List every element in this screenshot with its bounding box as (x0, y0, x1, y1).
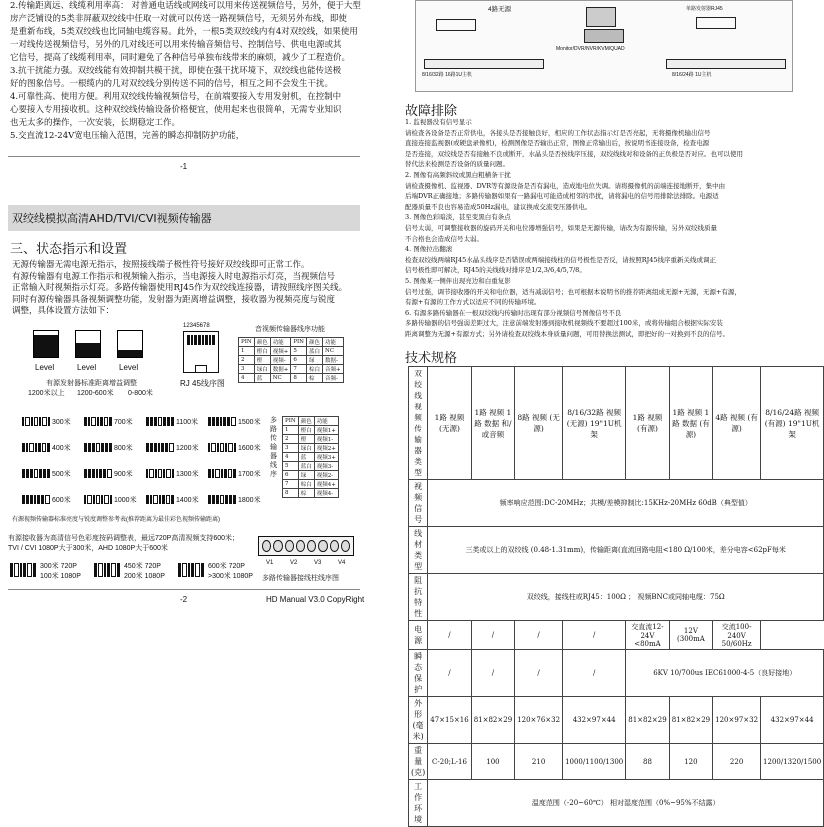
diagram-label: 4路无源 (488, 6, 512, 13)
divider (8, 156, 360, 157)
trouble-line: 直接连接监视器(或硬盘录像机)，检测图像是否输出正常，图像正常输出后，按说明书连接设备，检查电源 (405, 139, 710, 148)
terminal-caption: 多路传输器接线柱线序图 (262, 575, 339, 582)
level-gauge-mid (75, 330, 101, 358)
table-cell: 5 (291, 347, 307, 356)
pattern-label: 300米 (52, 419, 71, 426)
text-line: 正常输入时视频指示灯亮。多路传输器使用RJ45作为双绞线连接器，请按照线序图关线。 (12, 283, 348, 293)
text-line: 一对线传送视频信号，另外的几对线还可以用来传输音频信号、控制信号、供电电源或其 (10, 40, 342, 50)
diagram-label: 8/16/32路 16路1U主机 (422, 72, 473, 78)
section-header-bar (8, 205, 360, 231)
spec-cell: 220 (713, 744, 761, 780)
table-cell: NC (270, 374, 291, 383)
spec-cell: 88 (626, 744, 669, 780)
spec-row-label: 工作环境 (409, 780, 428, 827)
level-range-2: 1200-600米 (77, 390, 114, 397)
level-range-1: 1200米以上 (28, 390, 65, 397)
table-cell: 7 (283, 480, 299, 489)
trouble-line: 是否连接，双绞线是否有接触不良或断开，水晶头是否按线序压接，双绞线线对和设备的正负极是否对应。也可以使用 (405, 149, 743, 158)
level-caption: 有源发射器标准距离增益调整 (46, 380, 137, 387)
pattern-label: 1200米 (176, 445, 199, 452)
table-header-cell: PIN (239, 338, 255, 347)
table-cell: 蓝白 (307, 347, 323, 356)
spec-cell: / (471, 650, 514, 697)
divider (8, 589, 360, 590)
table-row (283, 489, 339, 498)
pattern-label: 400米 (52, 445, 71, 452)
table-cell: 8 (291, 374, 307, 383)
table-cell: 视频1+ (314, 426, 338, 435)
spec-cell: C-20;L-16 (428, 744, 471, 780)
connection-diagram (415, 0, 793, 92)
diagram-label: 单路发射器RJ45 (686, 6, 723, 12)
resolution-label: 600米 720P (208, 563, 245, 570)
page-number-2: -2 (180, 595, 188, 604)
spec-cell: 100 (471, 744, 514, 780)
spec-header-cell: 4路 视频 (有源) (713, 367, 761, 480)
pattern-swatch (146, 417, 174, 426)
spec-table (408, 366, 824, 827)
terminal-label-v4: V4 (338, 560, 346, 566)
note-line-2: TVI / CVI 1080P大于300米，AHD 1080P大于600米 (8, 545, 168, 552)
spec-cell: / (428, 621, 471, 650)
spec-cell: 双绞线，接线柱或RJ45：100Ω ； 视频BNC或同轴电缆：75Ω (428, 574, 824, 621)
table-cell: 视频4- (314, 489, 338, 498)
spec-cell: / (563, 650, 626, 697)
pattern-label: 1500米 (238, 419, 261, 426)
table-cell: 1 (283, 426, 299, 435)
spec-cell: 81×82×29 (471, 697, 514, 744)
multi-pin-table (282, 416, 339, 498)
text-line: 它信号，提高了线缆利用率，同时避免了各种信号单独布线带来的麻烦，减少了工程造价。 (10, 53, 351, 63)
table-row (239, 356, 344, 365)
table-cell: 视频1- (314, 435, 338, 444)
pattern-swatch (208, 417, 236, 426)
pattern-swatch (84, 469, 112, 478)
trouble-line: 不合格也会造成信号太弱。 (405, 234, 483, 243)
table-header-cell: 颜色 (298, 417, 314, 426)
spec-cell: / (515, 621, 563, 650)
table-header-cell: PIN (291, 338, 307, 347)
page-number-1: -1 (180, 162, 188, 171)
text-line: 也无太多的操作，一次安装，长期稳定工作。 (10, 118, 181, 128)
pattern-label: 600米 (52, 497, 71, 504)
pattern-label: 900米 (114, 471, 133, 478)
spec-header-cell: 1路 视频 1路 数据 (有源) (669, 367, 712, 480)
table-cell: 5 (283, 462, 299, 471)
trouble-line: 距离调整为无源+有源方式；另外请检查双绞线本身质量问题，可用替换法测试，即把好的一对换到不良的信号。 (405, 330, 729, 338)
text-line: 5.交直流12-24V宽电压输入范围，完善的瞬态抑制防护功能， (10, 131, 245, 141)
table-cell: 数据+ (270, 365, 291, 374)
spec-header-cell: 8/16/32路 视频(无源) 19"1U机架 (563, 367, 626, 480)
spec-cell: / (563, 621, 626, 650)
resolution-swatch (10, 563, 36, 577)
table-cell: 4 (239, 374, 255, 383)
level-gauge-high (33, 330, 59, 358)
pattern-label: 1700米 (238, 471, 261, 478)
rj45-connector-icon (183, 331, 219, 373)
table-cell: 6 (283, 471, 299, 480)
trouble-line: 检查双绞线两端RJ45水晶头线序是否错误或两端接线柱的信号极性是否反，请按照RJ45线序重新关线或调正 (405, 255, 717, 264)
spec-row (409, 480, 824, 527)
spec-row (409, 780, 824, 827)
pattern-swatch (208, 469, 236, 478)
pattern-swatch (22, 469, 50, 478)
table-row (283, 426, 339, 435)
pattern-swatch (22, 417, 50, 426)
rack-unit-icon (424, 59, 544, 69)
text-line: 4.可靠性高、使用方便。利用双绞线传输视频信号，在前端要接入专用发射机，在控制中 (10, 92, 342, 102)
table-row (283, 453, 339, 462)
table-cell: 蓝 (298, 453, 314, 462)
text-line: 有源传输器有电源工作指示和视频输入指示，当电源接入时电源指示灯亮，当视频信号 (12, 271, 336, 282)
table-row (283, 462, 339, 471)
table-row (283, 444, 339, 453)
spec-cell: 81×82×29 (626, 697, 669, 744)
text-line: 无源传输器无需电源无指示，按照接线端子极性符号接好双绞线即可正常工作。 (12, 260, 310, 270)
table-header-cell: PIN (283, 417, 299, 426)
text-line: 是重新布线，5类双绞线也比同轴电缆容易。此外，一根5类双绞线内有4对双绞线，如果使用 (10, 27, 358, 37)
table-cell: 数据- (323, 356, 344, 365)
table-cell: 绿白 (298, 444, 314, 453)
dvr-icon (584, 29, 624, 43)
table-row (239, 374, 344, 383)
spec-cell: 交直流12-24V <80mA (626, 621, 669, 650)
pattern-label: 1600米 (238, 445, 261, 452)
table-cell: 橙白 (254, 347, 270, 356)
pattern-swatch (84, 495, 112, 504)
table-cell: 绿白 (254, 365, 270, 374)
section-title: 双绞线模拟高清AHD/TVI/CVI视频传输器 (12, 212, 212, 225)
text-line: 同时有源传输器具备视频调整功能，发射器为距离增益调整，接收器为视频亮度与锐度 (12, 294, 336, 305)
trouble-line: 信号过强，调节接收器的开关和电位器，适当减弱信号；也可根据本说明书的推荐距离组成无源+无源，无源+有源， (405, 287, 741, 296)
table-cell: 橙 (254, 356, 270, 365)
pattern-label: 1300米 (176, 471, 199, 478)
terminal-label-v3: V3 (314, 560, 322, 566)
spec-cell: 温度范围（-20~60℃） 相对湿度范围（0%~95%不结露） (428, 780, 824, 827)
table-cell: 视频2- (314, 471, 338, 480)
spec-cell: 1200/1320/1500 (761, 744, 824, 780)
table-cell: 蓝 (254, 374, 270, 383)
audio-pin-table (238, 337, 344, 383)
spec-header-cell: 1路 视频 (有源) (626, 367, 669, 480)
status-heading: 三、状态指示和设置 (10, 242, 128, 257)
pattern-swatch (146, 495, 174, 504)
multi-table-label: 多路传输器线序 (270, 417, 277, 478)
rj45-pin-numbers: 12345678 (183, 323, 210, 329)
pattern-swatch (208, 443, 236, 452)
pattern-swatch (22, 495, 50, 504)
table-cell: 音频+ (323, 365, 344, 374)
text-line: 好的图象信号。一根缆内的几对双绞线分别传送不同的信号，相互之间不会发生干扰。 (10, 79, 334, 89)
pattern-swatch (84, 417, 112, 426)
spec-row-label: 视频信号 (409, 480, 428, 527)
spec-row-label: 外形(毫米) (409, 697, 428, 744)
table-row (283, 435, 339, 444)
diagram-label: Monitor/DVR/NVR/KVM/QUAD (556, 46, 625, 52)
table-cell: NC (323, 347, 344, 356)
table-cell: 8 (283, 489, 299, 498)
trouble-heading: 故障排除 (405, 104, 458, 119)
spec-header-cell: 8/16/24路 视频(有源) 19"1U机架 (761, 367, 824, 480)
trouble-line: 请检查摄像机、监视器、DVR等有源设备是否有漏电，造成地电位失调。请将摄像机的前端连接地断开，集中由 (405, 181, 726, 190)
resolution-label: 200米 1080P (124, 573, 165, 580)
pattern-swatch (146, 443, 174, 452)
terminal-label-v1: V1 (266, 560, 274, 566)
spec-cell: 210 (515, 744, 563, 780)
spec-row-label: 电源 (409, 621, 428, 650)
table-cell: 绿 (298, 471, 314, 480)
spec-header-cell: 1路 视频 1路 数据 和/或音频 (471, 367, 514, 480)
footer-copyright: HD Manual V3.0 CopyRight (266, 595, 365, 604)
spec-cell: 120 (669, 744, 712, 780)
pattern-label: 1000米 (114, 497, 137, 504)
spec-row (409, 650, 824, 697)
trouble-line: 多路传输器的信号强弱差距过大，注意前端发射器到接收机视频线不要超过100米，或将传输组合根据实际安装 (405, 319, 723, 328)
pattern-label: 1100米 (176, 419, 199, 426)
spec-row (409, 744, 824, 780)
table-cell: 7 (291, 365, 307, 374)
table-cell: 视频3+ (314, 453, 338, 462)
text-line: 调整，具体设置方法如下： (12, 306, 115, 316)
spec-row (409, 574, 824, 621)
table-row (283, 471, 339, 480)
level-gauge-low (117, 330, 143, 358)
rack-unit-icon (666, 59, 786, 69)
pattern-label: 1400米 (176, 497, 199, 504)
audio-table-title: 音视频传输器线序功能 (255, 326, 325, 333)
table-row (239, 347, 344, 356)
pattern-label: 800米 (114, 445, 133, 452)
pattern-swatch (84, 443, 112, 452)
text-line: 2.传输距离远、线缆利用率高： 对普通电话线或网线可以用来传送视频信号，另外，便于大型 (10, 1, 361, 11)
table-cell: 视频+ (270, 347, 291, 356)
table-cell: 视频3- (314, 462, 338, 471)
resolution-label: 300米 720P (40, 563, 77, 570)
spec-row-label: 重量 (克) (409, 744, 428, 780)
table-cell: 视频- (270, 356, 291, 365)
table-cell: 1 (239, 347, 255, 356)
spec-cell: / (471, 621, 514, 650)
trouble-line: 后端DVR正确接地；多路传输器如果有一路漏电可能造成相邻的串扰，请将漏电的信号用排除法排除。电源适 (405, 192, 719, 201)
spec-cell: 6KV 10/700us IEC61000-4-5（良好接地） (626, 650, 824, 697)
table-cell: 棕 (298, 489, 314, 498)
level-label: Level (119, 363, 139, 372)
left-page (0, 0, 400, 733)
table-cell: 4 (283, 453, 299, 462)
spec-header-cell: 8路 视频 (无源) (515, 367, 563, 480)
spec-cell: 12V (300mA (669, 621, 712, 650)
table-cell: 3 (283, 444, 299, 453)
spec-cell: / (428, 650, 471, 697)
table-cell: 棕 (307, 374, 323, 383)
note-line-1: 有源接收器为高清信号色彩度按码调整表，最远720P高清视频支持600米； (8, 535, 240, 542)
table-cell: 3 (239, 365, 255, 374)
resolution-swatch (94, 563, 120, 577)
monitor-icon (586, 7, 616, 27)
resolution-label: 450米 720P (124, 563, 161, 570)
table-cell: 绿 (307, 356, 323, 365)
spec-row-label: 瞬态保护 (409, 650, 428, 697)
trouble-line: 6. 有源多路传输器在一根双绞线内传输时出现有部分视频信号图像信号不良 (405, 308, 622, 317)
table-cell: 2 (239, 356, 255, 365)
table-header-cell: 功能 (323, 338, 344, 347)
trouble-line: 信号极性即可解决，RJ45的关线线对排序是1/2,3/6,4/5,7/8。 (405, 266, 586, 275)
table-cell: 橙白 (298, 426, 314, 435)
spec-cell: / (515, 650, 563, 697)
trouble-line: 5. 图像某一侧伴出现亮边和白重复影 (405, 277, 511, 285)
spec-row (409, 527, 824, 574)
spec-header-cell: 1路 视频 (无源) (428, 367, 471, 480)
pattern-swatch (146, 469, 174, 478)
spec-cell: 三类或以上的双绞线 (0.48-1.31mm)，传输距离(直流回路电阻<180 Ω/100米，差分电容<62pF每米 (428, 527, 824, 574)
pattern-caption: 有源视频传输器标准亮度与锐度调整参考表(推荐距离为最佳彩色视频传输距离) (12, 517, 220, 523)
spec-cell: 120×97×32 (713, 697, 761, 744)
table-header-cell: 颜色 (254, 338, 270, 347)
spec-cell: 1000/1100/1300 (563, 744, 626, 780)
level-range-3: 0-800米 (128, 390, 153, 397)
terminal-label-v2: V2 (290, 560, 298, 566)
table-header-cell: 功能 (314, 417, 338, 426)
table-header-cell: 功能 (270, 338, 291, 347)
trouble-line: 2. 图像有高频斜纹或黑白粗横条干扰 (405, 171, 511, 179)
spec-cell: 交流100-240V 50/60Hz (713, 621, 761, 650)
trouble-line: 请检查各设备是否正常供电，各接头是否接触良好，相应的工作状态指示灯是否亮起，无将摄像机输出信号 (405, 128, 711, 137)
table-cell: 棕白 (298, 480, 314, 489)
spec-header-cell: 双绞线视频传输器类型 (409, 367, 428, 480)
text-line: 3.抗干扰能力强。双绞线能有效抑制共模干扰，即使在强干扰环境下，双绞线也能传送极 (10, 66, 342, 76)
resolution-label: 100米 1080P (40, 573, 81, 580)
pattern-swatch (208, 495, 236, 504)
spec-cell: 432×97×44 (761, 697, 824, 744)
trouble-line: 信号太弱，可调整接收器的旋码开关和电位器增强信号，如果是无源传输，请改为有源传输，另外双绞线质量 (405, 224, 717, 232)
spec-cell: 120×76×32 (515, 697, 563, 744)
pattern-label: 700米 (114, 419, 133, 426)
text-line: 房产泛铺设的5类非屏蔽双绞线中任取一对就可以传送一路视频信号，无须另外布线，即使 (10, 14, 347, 24)
table-cell: 视频2+ (314, 444, 338, 453)
spec-cell: 47×15×16 (428, 697, 471, 744)
resolution-swatch (178, 563, 204, 577)
pattern-swatch (22, 443, 50, 452)
pattern-label: 1800米 (238, 497, 261, 504)
resolution-label: >300米 1080P (208, 573, 253, 580)
table-cell: 蓝白 (298, 462, 314, 471)
spec-cell: 432×97×44 (563, 697, 626, 744)
spec-cell: 81×82×29 (669, 697, 712, 744)
table-cell: 棕白 (307, 365, 323, 374)
receiver-icon (696, 17, 736, 29)
trouble-line: 有源+有源的工作方式以适应不同的传输环境。 (405, 298, 541, 307)
table-cell: 橙 (298, 435, 314, 444)
transmitter-icon (436, 19, 476, 31)
trouble-line: 1. 监视器没有信号显示 (405, 118, 472, 126)
level-label: Level (77, 363, 97, 372)
trouble-line: 4. 图像拉出翻滚 (405, 245, 453, 254)
spec-heading: 技术规格 (405, 351, 458, 366)
spec-cell: 频率响应范围:DC-20MHz；共模/差模抑制比:15KHz-20MHz 60dB（典型值） (428, 480, 824, 527)
rj45-caption: RJ 45线序图 (180, 379, 225, 388)
trouble-line: 配器质量不良也容易造成50Hz漏电，建议换成交流变压器供电。 (405, 202, 592, 211)
text-line: 心要接入专用接收机。这种双绞线传输设备价格便宜，使用起来也很简单，无需专业知识 (10, 105, 342, 115)
table-cell: 6 (291, 356, 307, 365)
table-cell: 音频- (323, 374, 344, 383)
terminal-strip-icon (258, 536, 354, 556)
trouble-line: 替代法来检测是否设备的质量问题。 (405, 160, 509, 169)
pattern-label: 500米 (52, 471, 71, 478)
table-header-cell: 颜色 (307, 338, 323, 347)
level-label: Level (35, 363, 55, 372)
table-cell: 2 (283, 435, 299, 444)
spec-row (409, 697, 824, 744)
spec-row-label: 阻抗特性 (409, 574, 428, 621)
table-cell: 视频4+ (314, 480, 338, 489)
spec-row-label: 线材类型 (409, 527, 428, 574)
diagram-label: 8/16/24路 1U主机 (672, 72, 712, 78)
table-row (239, 365, 344, 374)
spec-row (409, 621, 824, 650)
trouble-line: 3. 图像色彩暗淡，甚至变黑白有条点 (405, 213, 511, 222)
table-row (283, 480, 339, 489)
